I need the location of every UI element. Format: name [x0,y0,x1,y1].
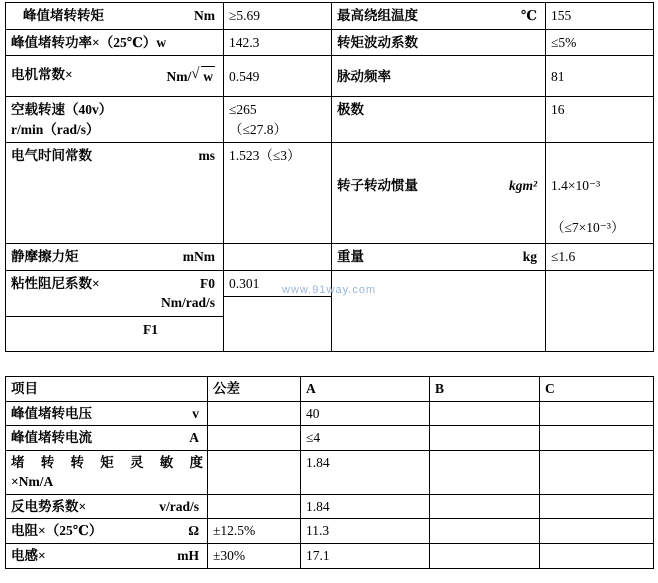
spec-sub-label-f0: F0 [200,275,215,291]
spec-label-text: 电机常数× [11,67,73,83]
spec-label-rotor-inertia [332,143,546,244]
spec-label-text: 峰值堵转转矩 [23,8,104,23]
param-tolerance [208,494,301,519]
spec-value-text-line2: （≤7×10⁻³） [551,219,625,235]
spec-value-weight: ≤1.6 [546,244,654,271]
spec-value-noload-speed [224,97,332,143]
spec-label-text: 粘性阻尼系数× [11,275,100,291]
table-row [6,519,654,544]
column-header-c: C [540,377,654,402]
spec-value-text-line2: （≤27.8） [229,121,288,137]
spec-label-text-line2: r/min（rad/s） [11,121,100,137]
table-row [6,450,654,494]
spec-label-viscous-damping [6,271,223,317]
param-value-a: 40 [301,401,430,426]
spec-label-pole-count [332,97,546,143]
param-value-b [430,494,540,519]
table-row [6,56,654,97]
spec-unit-text: Nm [194,8,215,23]
param-value-a: ≤4 [301,426,430,451]
spec-sub-unit-f0: Nm/rad/s [161,295,215,311]
spec-label-peak-stall-torque [6,3,224,30]
spec-value-text: 1.4×10⁻³ [551,178,601,194]
spec-label-text: 最高绕组温度 [337,8,418,23]
spec-value-viscous-damping-cell [224,270,332,351]
spec-unit-text: ℃ [520,8,537,23]
motor-spec-table [5,2,654,352]
spec-label-text: 空载转速（40v） [11,102,113,118]
param-item-unit: v/rad/s [159,498,199,514]
parameter-table [5,376,654,569]
param-value-b [430,543,540,568]
param-item-unit: mH [177,547,199,563]
param-item-text: 峰值堵转电压 [11,405,92,421]
table-row [6,270,654,351]
param-value-c [540,494,654,519]
spec-value-max-winding-temp: 155 [546,3,654,30]
spec-value-peak-stall-torque: ≥5.69 [224,3,332,30]
spec-unit-motor-constant: Nm/ √ w [167,65,220,87]
param-value-a: 1.84 [301,494,430,519]
column-header-a: A [301,377,430,402]
spec-label-electrical-time-constant [6,143,224,244]
spec-value-rotor-inertia [546,143,654,244]
column-header-b: B [430,377,540,402]
table-row [6,543,654,568]
param-item-peak-stall-voltage [6,401,208,426]
spec-value-motor-constant [224,56,332,97]
spec-unit-rotor-inertia: kgm² [508,178,537,194]
spec-label-viscous-damping-cell [6,270,224,351]
spec-value-peak-stall-power: 142.3 [224,29,332,56]
spec-label-noload-speed [6,97,224,143]
spec-label-weight [332,244,546,271]
spec-value-ripple-frequency [546,56,654,97]
param-value-b [430,450,540,494]
param-item-text: 反电势系数× [11,498,87,514]
param-item-unit: v [192,405,199,421]
param-item-peak-stall-current [6,426,208,451]
column-header-item: 项目 [6,377,208,402]
param-value-c [540,426,654,451]
spec-value-static-friction [224,244,332,271]
watermark: www.91way.com [282,284,377,296]
param-item-resistance [6,519,208,544]
table-row [6,3,654,30]
spec-label-text: 转子转动惯量 [337,178,418,194]
spec-label-ripple-frequency [332,56,546,97]
table-row [6,494,654,519]
param-value-b [430,426,540,451]
spec-label-text: 脉动频率 [337,69,391,85]
spec-unit-text: mNm [182,249,215,265]
param-item-unit: Ω [188,523,199,539]
param-value-a: 17.1 [301,543,430,568]
table-row [6,143,654,244]
spec-label-text: 峰值堵转功率×（25℃）w [11,34,167,50]
param-tolerance [208,426,301,451]
param-item-text-line2: ×Nm/A [11,474,54,490]
spec-sub-label-f1: F1 [143,321,158,337]
spec-label-peak-stall-power [6,29,224,56]
spec-label-text: 转矩波动系数 [337,34,418,50]
param-value-c [540,450,654,494]
spec-value-text: ≤265 [229,102,257,118]
table-row [6,97,654,143]
param-item-back-emf-constant [6,494,208,519]
spec-label-static-friction [6,244,224,271]
table-header-row [6,377,654,402]
param-item-text: 堵 转 转 矩 灵 敏 度 [11,454,203,470]
param-value-c [540,519,654,544]
param-value-a: 1.84 [301,450,430,494]
spec-label-text: 重量 [337,249,364,265]
spec-value-text: 81 [551,69,565,85]
param-value-b [430,519,540,544]
param-item-stall-torque-sensitivity [6,450,208,494]
param-value-c [540,543,654,568]
param-value-b [430,401,540,426]
spec-value-f1 [224,297,331,332]
spec-empty-cell-2 [546,270,654,351]
param-item-unit: A [189,430,199,446]
table-row [6,29,654,56]
spec-value-text: 0.549 [229,69,260,85]
column-header-tolerance: 公差 [208,377,301,402]
table-row [6,426,654,451]
spec-sub-label-f1-cell [6,316,223,351]
spec-label-torque-ripple [332,29,546,56]
spec-value-electrical-time-constant: 1.523（≤3） [224,143,332,244]
param-tolerance: ±12.5% [208,519,301,544]
table-row [6,401,654,426]
param-item-inductance [6,543,208,568]
param-item-text: 电阻×（25℃） [11,523,103,539]
param-value-a: 11.3 [301,519,430,544]
spec-unit-text: kg [522,249,537,265]
param-item-text: 峰值堵转电流 [11,430,92,446]
param-tolerance: ±30% [208,543,301,568]
param-tolerance [208,401,301,426]
spec-empty-cell-1 [332,270,546,351]
spec-label-text: 极数 [337,102,364,118]
spec-unit-text: ms [198,148,215,164]
spec-value-torque-ripple: ≤5% [546,29,654,56]
table-row [6,244,654,271]
spec-label-text: 电气时间常数 [11,148,92,164]
param-tolerance [208,450,301,494]
spec-label-max-winding-temp [332,3,546,30]
spec-label-motor-constant [6,56,224,97]
spec-value-pole-count: 16 [546,97,654,143]
param-value-c [540,401,654,426]
spec-value-f0: 0.301 [224,271,331,297]
param-item-text: 电感× [11,547,46,563]
spec-label-text: 静摩擦力矩 [11,249,79,265]
